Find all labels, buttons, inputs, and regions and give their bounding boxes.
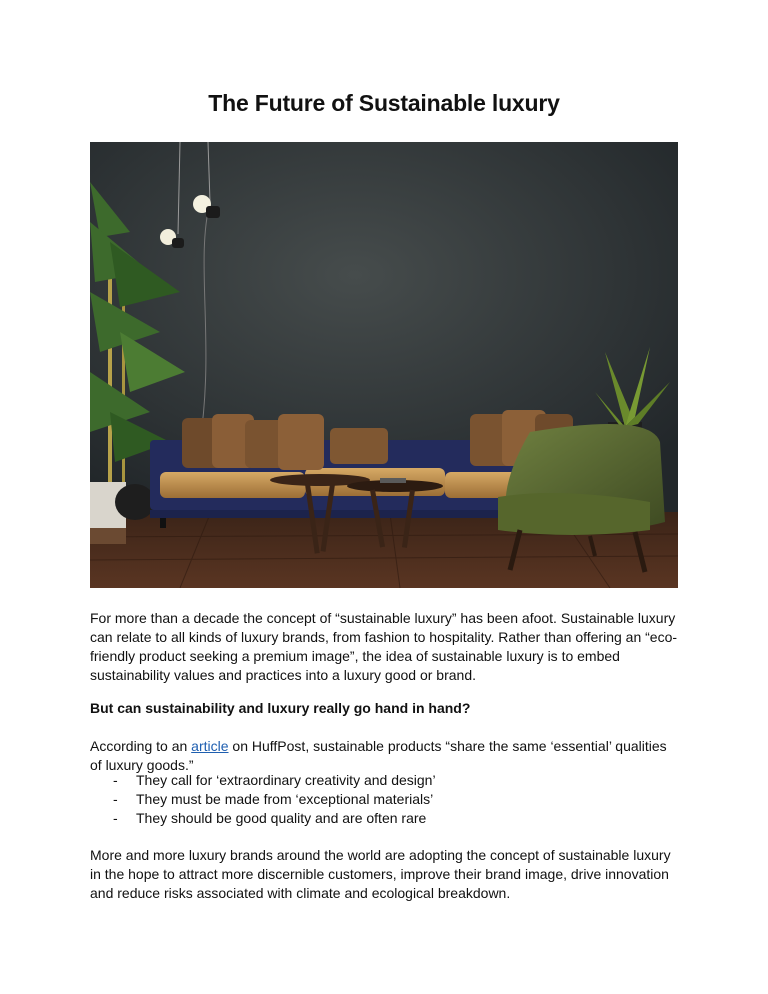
bullet-marker: - — [113, 791, 118, 807]
article-link[interactable]: article — [191, 738, 229, 754]
list-item-text: They should be good quality and are often rare — [136, 810, 427, 826]
living-room-photo — [90, 142, 678, 588]
section-subheading: But can sustainability and luxury really go hand in hand? — [90, 700, 471, 716]
list-item — [113, 790, 673, 809]
quote-text-before: According to an — [90, 738, 192, 754]
intro-paragraph: For more than a decade the concept of “sustainable luxury” has been afoot. Sustainable luxury can relate to all kinds of luxury brands, from fashion to hospitality. Rather than offering an “eco-friendly product seeking a premium image”, the idea of sustainable luxury is to embed sustainability values and practices into a luxury good or brand. — [90, 610, 678, 683]
bullet-marker: - — [113, 810, 118, 826]
qualities-list — [113, 771, 673, 828]
quote-text-after: on HuffPost, sustainable products “share the same ‘essential’ qualities of luxury goods.” — [90, 738, 667, 773]
bullet-marker: - — [113, 772, 118, 788]
quote-paragraph — [90, 737, 682, 775]
list-item-text: They must be made from ‘exceptional materials’ — [136, 791, 434, 807]
closing-paragraph: More and more luxury brands around the world are adopting the concept of sustainable luxury in the hope to attract more discernible customers, improve their brand image, drive innovation and reduce risks associated with climate and ecological breakdown. — [90, 847, 671, 901]
list-item-text: They call for ‘extraordinary creativity and design’ — [136, 772, 436, 788]
list-item — [113, 771, 673, 790]
list-item — [113, 809, 673, 828]
page-title: The Future of Sustainable luxury — [208, 90, 560, 116]
